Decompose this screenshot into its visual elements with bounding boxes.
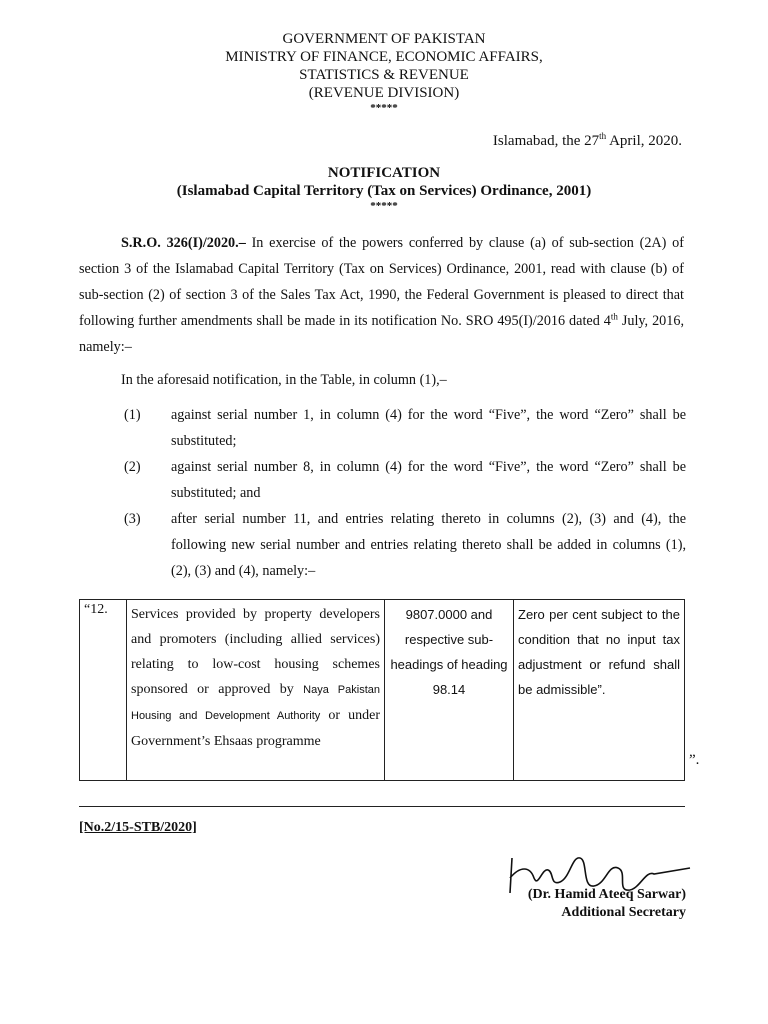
signer-designation: Additional Secretary [561,905,686,920]
header-stars: ***** [370,102,398,114]
notification-title: NOTIFICATION [327,165,441,181]
amendment-item [124,506,686,584]
amendment-item [124,402,686,454]
file-reference: [No.2/15-STB/2020] [79,820,197,835]
date-rest: April, 2020. [606,133,682,149]
item-number: (3) [124,511,141,527]
date-ordinal: th [599,131,607,141]
description-cell [127,600,385,781]
date-prefix: Islamabad, the 27 [492,133,600,149]
sro-reference: S.R.O. 326(I)/2020.– [121,235,246,251]
serial-cell: “12. [80,600,127,781]
header-statistics: STATISTICS & REVENUE [299,67,469,83]
header-division: (REVENUE DIVISION) [308,85,460,101]
paragraph-end: July, 2016, namely:– [79,313,684,355]
notification-heading [0,164,768,212]
item-text: after serial number 11, and entries relating thereto in columns (2), (3) and (4), the following new serial number and entries relating thereto shall be added in columns (1), (2), (3) and (4), namely:– [171,511,686,579]
amendment-item [124,454,686,506]
main-paragraph [79,230,684,360]
letterhead [0,30,768,114]
condition-cell: Zero per cent subject to the condition that no input tax adjustment or refund shall be admissible”. [514,600,685,781]
amendment-intro: In the aforesaid notification, in the Table, in column (1),– [121,372,447,388]
item-text: against serial number 1, in column (4) for the word “Five”, the word “Zero” shall be substituted; [171,407,686,449]
notification-subtitle: (Islamabad Capital Territory (Tax on Services) Ordinance, 2001) [176,183,592,199]
heading-cell: 9807.0000 and respective sub-headings of heading 98.14 [385,600,514,781]
description-authority: Naya Pakistan Housing and Development Authority [131,684,380,722]
header-ministry: MINISTRY OF FINANCE, ECONOMIC AFFAIRS, [225,49,543,65]
paragraph-ordinal: th [610,311,618,322]
description-part2: or under Government’s Ehsaas programme [131,708,381,749]
divider-line [79,806,685,807]
amendment-table [79,599,685,781]
header-government: GOVERNMENT OF PAKISTAN [282,31,486,47]
paragraph-text: In exercise of the powers conferred by clause (a) of sub-section (2A) of section 3 of the Islamabad Capital Territory (Tax on Services) Ordinance, 2001, read with clause (b) of sub-section (2) of section 3 of the Sales Tax Act, 1990, the Federal Government is pleased to direct that following further amendments shall be made in its notification No. SRO 495(I)/2016 dated 4 [79,235,684,329]
closing-quote: ”. [689,752,700,768]
signer-block [528,886,686,922]
item-number: (2) [124,459,141,475]
item-number: (1) [124,407,141,423]
description-part1: Services provided by property developers and promoters (including allied services) relating to low-cost housing schemes sponsored or approved by [131,607,380,697]
notification-stars: ***** [370,200,398,212]
table-row [80,600,685,781]
signer-name: (Dr. Hamid Ateeq Sarwar) [527,887,686,902]
dateline [493,133,682,150]
item-text: against serial number 8, in column (4) for the word “Five”, the word “Zero” shall be substituted; and [171,459,686,501]
